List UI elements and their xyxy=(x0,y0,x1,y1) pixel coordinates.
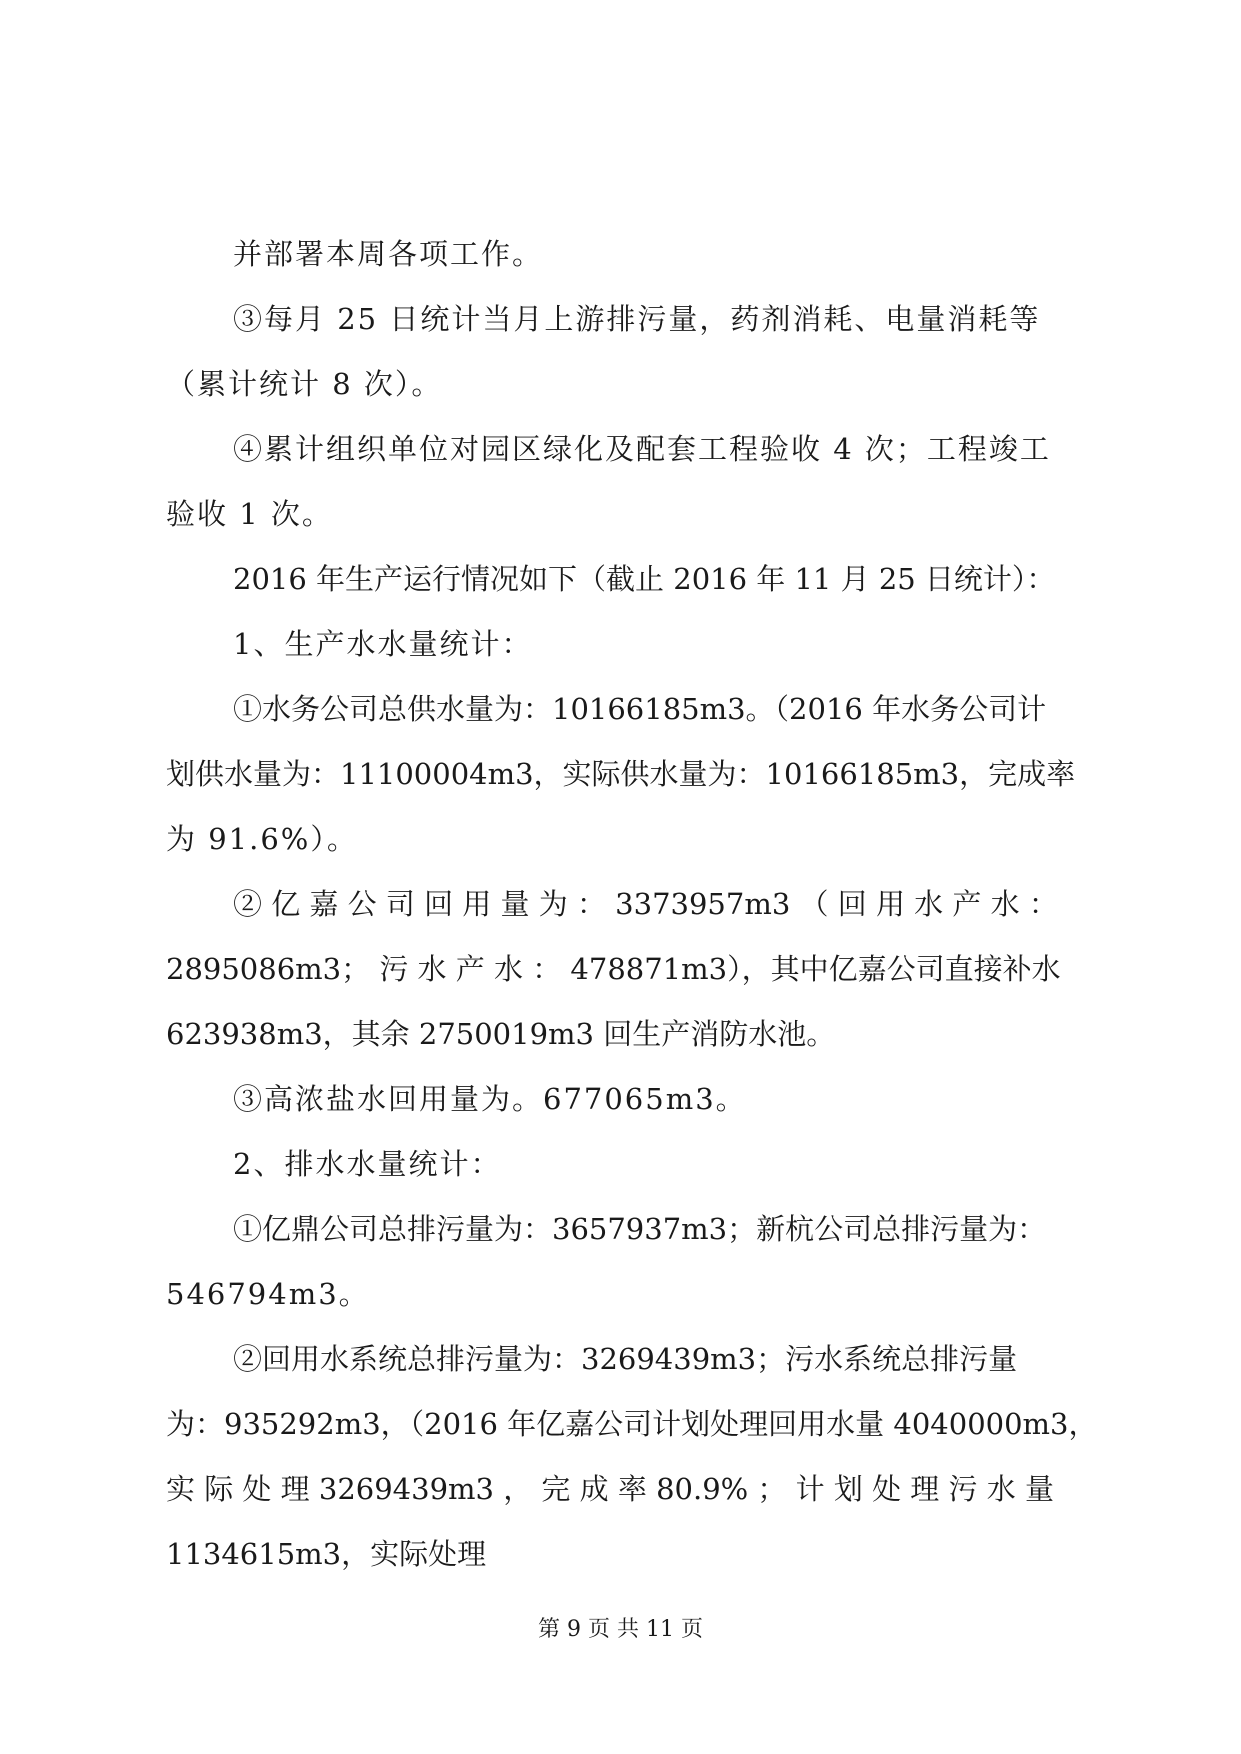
paragraph-line: 为 91.6%）。 xyxy=(166,822,358,856)
paragraph-line: 1、生产水水量统计： xyxy=(233,627,533,661)
paragraph-line: ④累计组织单位对园区绿化及配套工程验收 4 次；工程竣工 xyxy=(233,432,1051,466)
paragraph-line: ②回用水系统总排污量为：3269439m3；污水系统总排污量 xyxy=(233,1342,1018,1376)
paragraph-line: 划供水量为：11100004m3，实际供水量为：10166185m3，完成率 xyxy=(166,757,1076,791)
paragraph-line: 1134615m3，实际处理 xyxy=(166,1537,487,1571)
paragraph-line: ③每月 25 日统计当月上游排污量，药剂消耗、电量消耗等 xyxy=(233,302,1041,336)
paragraph-line: 2、排水水量统计： xyxy=(233,1147,502,1181)
paragraph-line: ①水务公司总供水量为：10166185m3。（2016 年水务公司计 xyxy=(233,692,1047,726)
paragraph-line: 并部署本周各项工作。 xyxy=(233,237,544,271)
paragraph-line: 546794m3。 xyxy=(166,1277,370,1311)
paragraph-line: 实 际 处 理 3269439m3 ， 完 成 率 80.9% ； 计 划 处 理 污 水 量 xyxy=(166,1472,1054,1506)
paragraph-line: 为：935292m3，（2016 年亿嘉公司计划处理回用水量 4040000m3， xyxy=(166,1407,1098,1441)
paragraph-line: ③高浓盐水回用量为。677065m3。 xyxy=(233,1082,747,1116)
paragraph-line: 2016 年生产运行情况如下（截止 2016 年 11 月 25 日统计）： xyxy=(233,562,1056,596)
paragraph-line: （累计统计 8 次）。 xyxy=(166,367,443,401)
paragraph-line: ② 亿 嘉 公 司 回 用 量 为 ： 3373957m3 （ 回 用 水 产 水 ： xyxy=(233,887,1058,921)
paragraph-line: 验收 1 次。 xyxy=(166,497,333,531)
paragraph-line: 2895086m3； 污 水 产 水 ： 478871m3），其中亿嘉公司直接补水 xyxy=(166,952,1061,986)
paragraph-line: ①亿鼎公司总排污量为：3657937m3；新杭公司总排污量为： xyxy=(233,1212,1047,1246)
paragraph-line: 623938m3，其余 2750019m3 回生产消防水池。 xyxy=(166,1017,836,1051)
page-number-footer: 第 9 页 共 11 页 xyxy=(538,1617,703,1642)
